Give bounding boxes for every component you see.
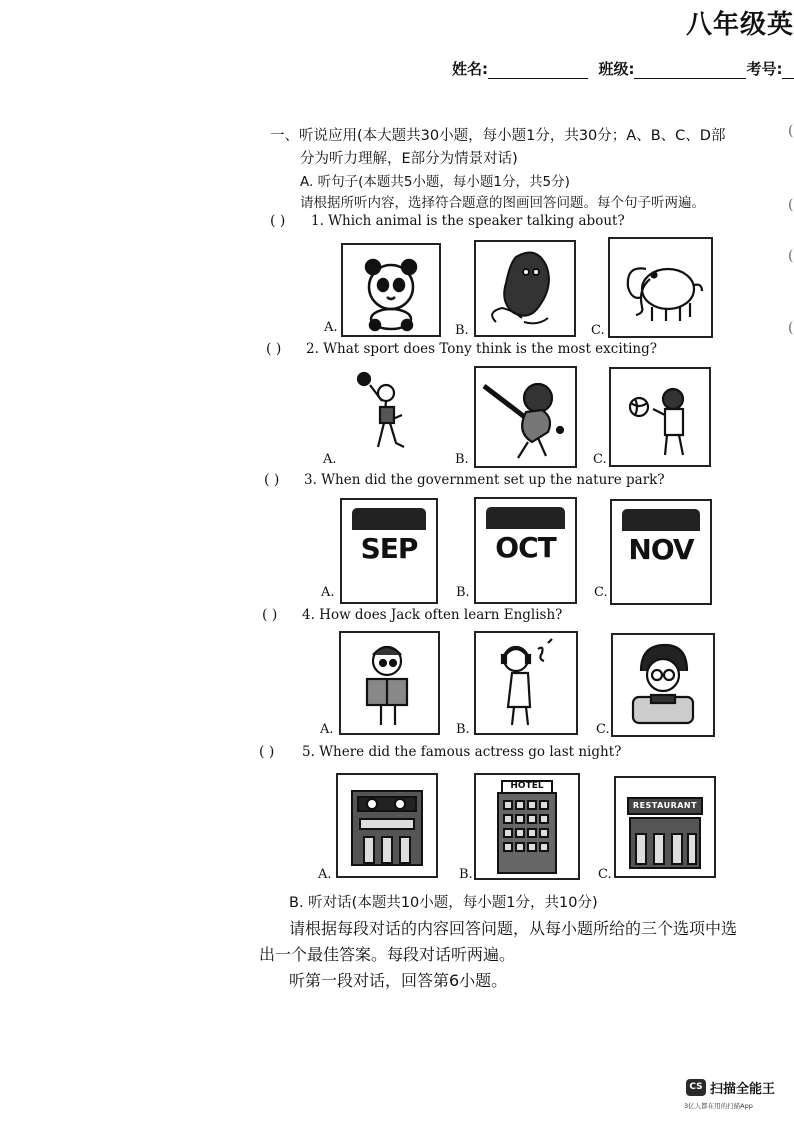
section1-heading-line2: 分为听力理解，E部分为情景对话)	[300, 151, 518, 167]
name-blank[interactable]	[488, 64, 588, 79]
listening-picture	[474, 631, 578, 735]
q2-option-a: A.	[323, 452, 337, 467]
restaurant-picture	[614, 776, 716, 878]
margin-mark: (	[788, 123, 794, 139]
q5-text: 5. Where did the famous actress go last night?	[302, 744, 622, 760]
q5-option-b: B.	[459, 867, 473, 882]
calendar-binding-icon	[622, 509, 700, 531]
q1-option-b: B.	[455, 323, 469, 338]
lion-picture	[474, 240, 576, 337]
basketball-picture	[340, 367, 434, 463]
q5-option-c: C.	[598, 867, 612, 882]
reading-picture	[339, 631, 440, 735]
q4-text: 4. How does Jack often learn English?	[302, 607, 563, 623]
q4-option-b: B.	[456, 722, 470, 737]
scanner-app-tagline: 3亿人都在用的扫描App	[684, 1102, 753, 1110]
partB-instruction-line2: 出一个最佳答案。每段对话听两遍。	[259, 945, 516, 964]
calendar-binding-icon	[352, 508, 426, 530]
calendar-binding-icon	[486, 507, 565, 529]
hotel-picture	[474, 773, 580, 880]
section1-heading-line1: 一、听说应用(本大题共30小题，每小题1分，共30分；A、B、C、D部	[270, 128, 726, 144]
calendar-oct-picture	[474, 497, 577, 604]
computer-picture	[611, 633, 715, 737]
camscanner-logo-icon: CS	[686, 1079, 706, 1096]
partA-title: A. 听句子(本题共5小题，每小题1分，共5分)	[300, 174, 570, 190]
q4-option-a: A.	[320, 722, 334, 737]
q5-answer-paren[interactable]: ( )	[259, 744, 275, 760]
q2-option-b: B.	[455, 452, 469, 467]
elephant-picture	[608, 237, 713, 338]
q3-text: 3. When did the government set up the nature park?	[304, 472, 665, 488]
partA-instruction: 请根据所听内容，选择符合题意的图画回答问题。每个句子听两遍。	[300, 195, 705, 211]
calendar-month-nov: NOV	[628, 533, 694, 566]
q1-option-c: C.	[591, 323, 605, 338]
margin-mark: (	[788, 248, 794, 264]
q3-option-a: A.	[321, 585, 335, 600]
class-label: 班级:	[598, 60, 635, 78]
hotel-sign: HOTEL	[510, 781, 544, 791]
q1-answer-paren[interactable]: ( )	[270, 213, 286, 229]
cinema-picture	[336, 773, 438, 878]
exam-no-blank[interactable]	[782, 64, 794, 79]
baseball-picture	[474, 366, 577, 468]
margin-mark: (	[788, 320, 794, 336]
class-blank[interactable]	[634, 64, 746, 79]
q4-option-c: C.	[596, 722, 610, 737]
scanner-app-name: 扫描全能王	[710, 1082, 776, 1097]
calendar-month-sep: SEP	[360, 532, 418, 565]
name-label: 姓名:	[452, 60, 488, 78]
q2-answer-paren[interactable]: ( )	[266, 341, 282, 357]
calendar-nov-picture	[610, 499, 712, 605]
q2-option-c: C.	[593, 452, 607, 467]
panda-picture	[341, 243, 441, 337]
first-dialog-instruction: 听第一段对话，回答第6小题。	[289, 971, 508, 990]
calendar-month-oct: OCT	[495, 531, 556, 564]
partB-instruction-line1: 请根据每段对话的内容回答问题，从每小题所给的三个选项中选	[289, 919, 738, 938]
q4-answer-paren[interactable]: ( )	[262, 607, 278, 623]
q3-answer-paren[interactable]: ( )	[264, 472, 280, 488]
q1-option-a: A.	[324, 320, 338, 335]
partB-title: B. 听对话(本题共10小题，每小题1分，共10分)	[289, 895, 598, 911]
margin-mark: (	[788, 197, 794, 213]
student-info-line	[452, 58, 794, 79]
restaurant-sign: RESTAURANT	[632, 801, 698, 810]
q1-text: 1. Which animal is the speaker talking about?	[311, 213, 625, 229]
volleyball-picture	[609, 367, 711, 467]
exam-title: 八年级英	[685, 10, 794, 40]
q3-option-c: C.	[594, 585, 608, 600]
q3-option-b: B.	[456, 585, 470, 600]
q2-text: 2. What sport does Tony think is the most exciting?	[306, 341, 657, 357]
calendar-sep-picture	[340, 498, 438, 604]
exam-no-label: 考号:	[746, 60, 783, 78]
q5-option-a: A.	[318, 867, 332, 882]
